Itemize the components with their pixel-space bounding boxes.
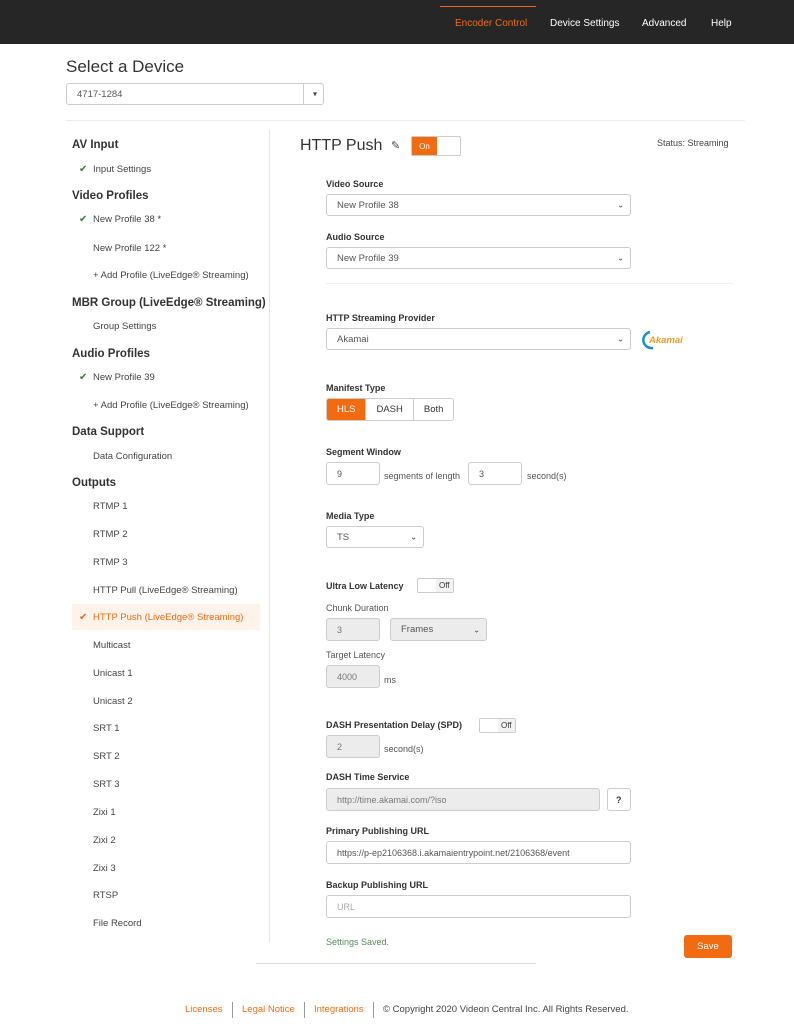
sidebar-item[interactable]	[72, 443, 260, 469]
divider	[326, 283, 733, 284]
sidebar-item[interactable]	[72, 262, 260, 288]
sidebar-item[interactable]	[72, 660, 260, 686]
sidebar-heading: AV Input	[72, 139, 119, 151]
media-type-select[interactable]	[326, 526, 424, 548]
output-toggle[interactable]	[411, 136, 461, 156]
video-source-value: New Profile 38	[337, 199, 399, 211]
provider-value: Akamai	[337, 333, 369, 345]
sidebar-item-label: RTMP 2	[93, 528, 128, 540]
chevron-down-icon: ⌄	[473, 625, 480, 634]
sidebar-item[interactable]	[72, 632, 260, 658]
sidebar-item[interactable]	[72, 235, 260, 261]
sidebar-item-label: SRT 3	[93, 778, 120, 790]
chunk-duration-input[interactable]: 3	[326, 618, 380, 641]
sidebar-item-label: Unicast 2	[93, 695, 133, 707]
sidebar-item[interactable]	[72, 715, 260, 741]
media-type-label: Media Type	[326, 511, 375, 521]
separator	[232, 1002, 233, 1018]
video-source-select[interactable]	[326, 194, 631, 216]
target-latency-label: Target Latency	[326, 650, 386, 660]
sidebar-item[interactable]	[72, 392, 260, 418]
ull-label: Ultra Low Latency	[326, 581, 404, 591]
select-device-title: Select a Device	[66, 57, 185, 76]
chevron-down-icon: ⌄	[410, 532, 417, 542]
sidebar-item[interactable]	[72, 604, 260, 630]
sidebar-heading: Video Profiles	[72, 190, 149, 202]
chunk-unit-value: Frames	[401, 624, 434, 635]
sidebar-item[interactable]	[72, 493, 260, 519]
sidebar-item-label: HTTP Pull (LiveEdge® Streaming)	[93, 584, 238, 596]
device-value: 4717-1284	[77, 88, 123, 100]
toggle-on-label: On	[412, 137, 437, 155]
backup-url-input[interactable]: URL	[326, 895, 631, 918]
sidebar-item-label: Zixi 2	[93, 834, 116, 846]
audio-source-value: New Profile 39	[337, 252, 399, 264]
time-service-input[interactable]: http://time.akamai.com/?iso	[326, 788, 600, 811]
sidebar-item-label: HTTP Push (LiveEdge® Streaming)	[93, 611, 244, 623]
sidebar-item[interactable]	[72, 577, 260, 603]
separator	[304, 1002, 305, 1018]
spd-input[interactable]: 2	[326, 735, 380, 758]
chevron-down-icon: ⌄	[617, 200, 624, 210]
sidebar-item[interactable]	[72, 882, 260, 908]
top-nav	[0, 0, 794, 44]
segments-of-length-text: segments of length	[384, 471, 461, 481]
sidebar-divider	[269, 130, 270, 942]
spd-unit-text: second(s)	[384, 744, 424, 754]
sidebar-item-label: New Profile 39	[93, 371, 155, 383]
audio-source-label: Audio Source	[326, 232, 385, 242]
status-text: Status: Streaming	[657, 138, 729, 148]
sidebar-item[interactable]	[72, 688, 260, 714]
footer-divider	[256, 963, 536, 964]
help-button[interactable]: ?	[607, 788, 631, 811]
sidebar-item[interactable]	[72, 743, 260, 769]
backup-url-label: Backup Publishing URL	[326, 880, 429, 890]
sidebar-item[interactable]	[72, 156, 260, 182]
sidebar-heading: MBR Group (LiveEdge® Streaming)	[72, 297, 266, 309]
check-icon: ✔	[79, 611, 88, 623]
nav-device-settings[interactable]: Device Settings	[550, 18, 620, 29]
sidebar-heading: Audio Profiles	[72, 348, 150, 360]
nav-encoder-control[interactable]: Encoder Control	[455, 18, 528, 29]
sidebar-item[interactable]	[72, 799, 260, 825]
sidebar-item-label: Group Settings	[93, 320, 157, 332]
pencil-icon[interactable]: ✎	[391, 140, 401, 152]
save-button[interactable]: Save	[684, 935, 732, 958]
sidebar-item[interactable]	[72, 549, 260, 575]
sidebar-item[interactable]	[72, 827, 260, 853]
sidebar-item-label: Input Settings	[93, 163, 152, 175]
sidebar-item[interactable]	[72, 521, 260, 547]
sidebar-item-label: + Add Profile (LiveEdge® Streaming)	[93, 399, 249, 411]
nav-advanced[interactable]: Advanced	[642, 18, 687, 29]
sidebar-item-label: RTMP 1	[93, 500, 128, 512]
sidebar-item[interactable]	[72, 855, 260, 881]
primary-url-input[interactable]: https://p-ep2106368.i.akamaientrypoint.net/2106368/event	[326, 841, 631, 864]
caret-down-icon: ▾	[312, 89, 317, 99]
chunk-duration-label: Chunk Duration	[326, 603, 389, 613]
sidebar-heading: Data Support	[72, 426, 145, 438]
media-type-value: TS	[337, 531, 350, 543]
spd-label: DASH Presentation Delay (SPD)	[326, 720, 463, 730]
device-select[interactable]	[66, 83, 324, 105]
sidebar-item-label: RTSP	[93, 889, 119, 901]
select-divider	[303, 84, 304, 104]
provider-select[interactable]	[326, 328, 631, 350]
sidebar-item[interactable]	[72, 313, 260, 339]
chevron-down-icon: ⌄	[617, 253, 624, 263]
sidebar-item[interactable]	[72, 364, 260, 390]
sidebar-item-label: Unicast 1	[93, 667, 133, 679]
chunk-unit-select[interactable]	[390, 618, 487, 641]
sidebar-heading: Outputs	[72, 477, 117, 489]
manifest-type-group	[326, 398, 454, 421]
sidebar-item-label: File Record	[93, 917, 142, 929]
footer-licenses-link[interactable]: Licenses	[185, 1004, 223, 1015]
sidebar-item-label: Zixi 3	[93, 862, 116, 874]
sidebar-item-label: Multicast	[93, 639, 131, 651]
seconds-text: second(s)	[527, 471, 567, 481]
check-icon: ✔	[79, 163, 88, 175]
spd-toggle[interactable]	[479, 718, 516, 733]
sidebar-item-label: SRT 2	[93, 750, 120, 762]
video-source-label: Video Source	[326, 179, 384, 189]
provider-label: HTTP Streaming Provider	[326, 313, 435, 323]
sidebar-item[interactable]	[72, 771, 260, 797]
ull-toggle[interactable]	[417, 578, 454, 593]
sidebar-item-label: SRT 1	[93, 722, 120, 734]
footer-integrations-link[interactable]: Integrations	[314, 1004, 364, 1015]
footer-copyright: © Copyright 2020 Videon Central Inc. All Rights Reserved.	[383, 1004, 629, 1015]
toggle-off-label: Off	[498, 719, 516, 732]
sidebar-item-label: RTMP 3	[93, 556, 128, 568]
segments-input[interactable]: 9	[326, 462, 380, 485]
divider	[66, 120, 745, 121]
target-latency-input[interactable]: 4000	[326, 665, 380, 688]
sidebar-item-label: + Add Profile (LiveEdge® Streaming)	[93, 269, 249, 281]
segment-length-input[interactable]: 3	[468, 462, 522, 485]
page-title: HTTP Push	[300, 137, 383, 154]
manifest-both-button[interactable]: Both	[423, 404, 444, 415]
separator	[373, 1002, 374, 1018]
nav-help[interactable]: Help	[711, 18, 732, 29]
footer-legal-link[interactable]: Legal Notice	[242, 1004, 295, 1015]
sidebar-item-label: Data Configuration	[93, 450, 173, 462]
sidebar-item[interactable]	[72, 910, 260, 936]
sidebar-item-label: Zixi 1	[93, 806, 116, 818]
akamai-logo: Akamai	[641, 330, 691, 350]
chevron-down-icon: ⌄	[617, 334, 624, 344]
manifest-dash-button[interactable]: DASH	[366, 399, 413, 420]
sidebar-item[interactable]	[72, 206, 260, 232]
active-nav-indicator	[440, 6, 536, 7]
sidebar-item-label: New Profile 38 *	[93, 213, 162, 225]
audio-source-select[interactable]	[326, 247, 631, 269]
check-icon: ✔	[79, 371, 88, 383]
segment-window-label: Segment Window	[326, 447, 401, 457]
ms-text: ms	[384, 675, 396, 685]
settings-saved-message: Settings Saved.	[326, 937, 390, 947]
primary-url-label: Primary Publishing URL	[326, 826, 430, 836]
time-service-label: DASH Time Service	[326, 772, 410, 782]
manifest-hls-button[interactable]: HLS	[327, 399, 366, 420]
sidebar-item-label: New Profile 122 *	[93, 242, 167, 254]
toggle-off-label: Off	[436, 579, 454, 592]
check-icon: ✔	[79, 213, 88, 225]
manifest-type-label: Manifest Type	[326, 383, 386, 393]
